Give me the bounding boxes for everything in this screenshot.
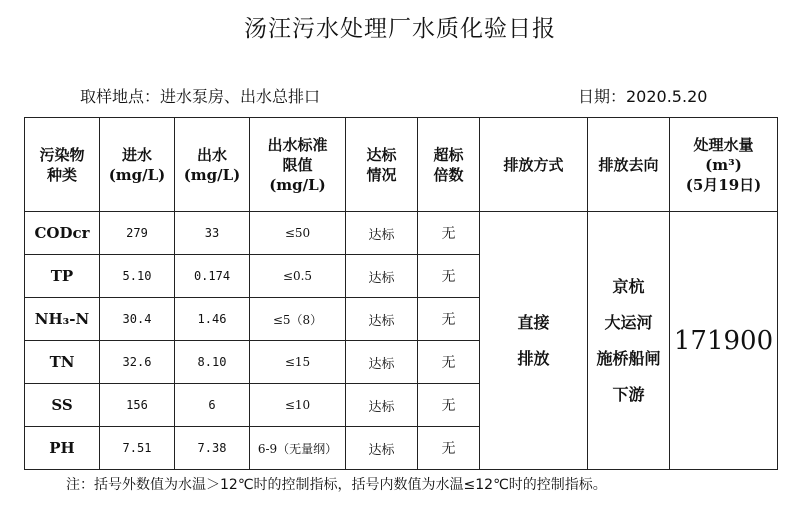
table-header-row xyxy=(25,118,778,212)
inflow-cell: 279 xyxy=(100,212,175,255)
inflow-cell: 5.10 xyxy=(100,255,175,298)
inflow-cell: 30.4 xyxy=(100,298,175,341)
report-title: 汤汪污水处理厂水质化验日报 xyxy=(244,16,556,42)
outflow-cell: 7.38 xyxy=(175,427,250,470)
status-cell: 达标 xyxy=(346,341,418,384)
inflow-cell: 32.6 xyxy=(100,341,175,384)
pollutant-cell: TN xyxy=(25,341,100,384)
limit-cell: ≤15 xyxy=(250,341,346,384)
exceed-cell: 无 xyxy=(418,255,480,298)
status-cell: 达标 xyxy=(346,384,418,427)
header-method: 排放方式 xyxy=(480,118,588,212)
header-destination: 排放去向 xyxy=(588,118,670,212)
outflow-cell: 8.10 xyxy=(175,341,250,384)
limit-cell: ≤10 xyxy=(250,384,346,427)
header-status: 达标 情况 xyxy=(346,118,418,212)
status-cell: 达标 xyxy=(346,255,418,298)
header-volume: 处理水量 (m³) (5月19日) xyxy=(670,118,778,212)
exceed-cell: 无 xyxy=(418,212,480,255)
inflow-cell: 156 xyxy=(100,384,175,427)
sampling-location: 取样地点：进水泵房、出水总排口 xyxy=(80,87,321,106)
header-exceed: 超标 倍数 xyxy=(418,118,480,212)
exceed-cell: 无 xyxy=(418,341,480,384)
limit-cell: ≤50 xyxy=(250,212,346,255)
outflow-cell: 33 xyxy=(175,212,250,255)
header-limit: 出水标准 限值 (mg/L) xyxy=(250,118,346,212)
pollutant-cell: NH₃-N xyxy=(25,298,100,341)
outflow-cell: 1.46 xyxy=(175,298,250,341)
exceed-cell: 无 xyxy=(418,384,480,427)
status-cell: 达标 xyxy=(346,298,418,341)
report-date: 日期：2020.5.20 xyxy=(578,87,708,106)
limit-cell: ≤0.5 xyxy=(250,255,346,298)
table-row xyxy=(25,212,778,255)
pollutant-cell: TP xyxy=(25,255,100,298)
status-cell: 达标 xyxy=(346,212,418,255)
exceed-cell: 无 xyxy=(418,427,480,470)
limit-cell: ≤5（8） xyxy=(250,298,346,341)
inflow-cell: 7.51 xyxy=(100,427,175,470)
limit-cell: 6-9（无量纲） xyxy=(250,427,346,470)
discharge-method: 直接 排放 xyxy=(480,212,588,470)
header-outflow: 出水 (mg/L) xyxy=(175,118,250,212)
pollutant-cell: PH xyxy=(25,427,100,470)
pollutant-cell: SS xyxy=(25,384,100,427)
outflow-cell: 0.174 xyxy=(175,255,250,298)
outflow-cell: 6 xyxy=(175,384,250,427)
header-pollutant: 污染物 种类 xyxy=(25,118,100,212)
water-quality-table xyxy=(24,117,778,470)
treated-volume: 171900 xyxy=(670,212,778,470)
header-inflow: 进水 (mg/L) xyxy=(100,118,175,212)
exceed-cell: 无 xyxy=(418,298,480,341)
footnote: 注：括号外数值为水温＞12℃时的控制指标，括号内数值为水温≤12℃时的控制指标。 xyxy=(66,477,607,493)
pollutant-cell: CODcr xyxy=(25,212,100,255)
status-cell: 达标 xyxy=(346,427,418,470)
discharge-destination: 京杭 大运河 施桥船闸 下游 xyxy=(588,212,670,470)
